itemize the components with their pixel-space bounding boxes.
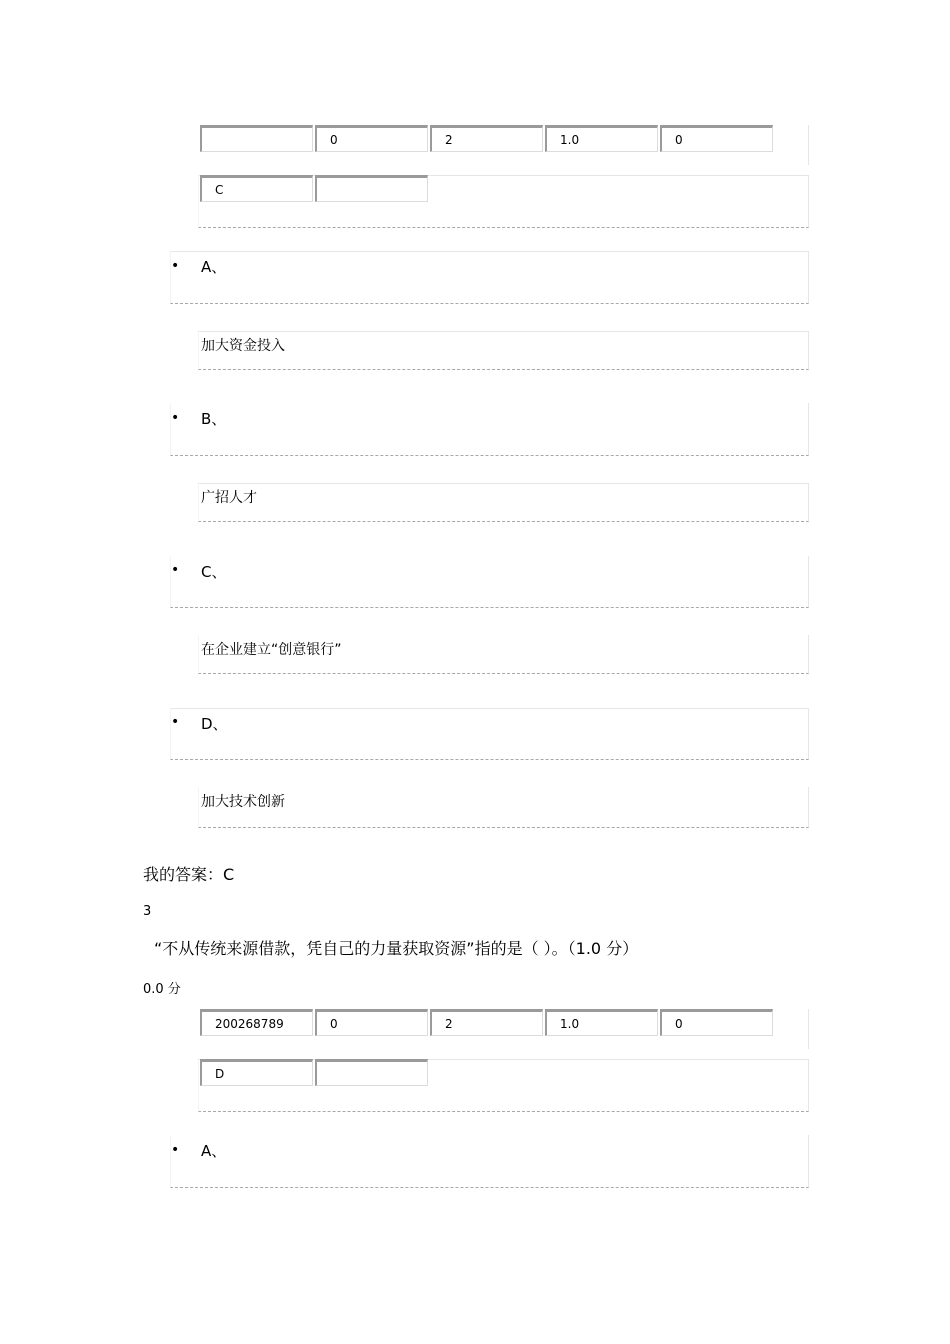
q2-option-a-row[interactable] (170, 251, 809, 304)
q3-option-a-row[interactable] (170, 1135, 809, 1188)
q2-answer-field[interactable]: C (200, 175, 313, 202)
q3-answer-field[interactable]: D (200, 1059, 313, 1086)
q2-option-a-label: A、 (201, 258, 227, 276)
q2-field-2[interactable]: 0 (315, 125, 428, 152)
q2-option-b-text: 广招人才 (201, 490, 257, 506)
my-answer: 我的答案：C (143, 865, 235, 884)
question-text: “不从传统来源借款，凭自己的力量获取资源”指的是（ ）。（1.0 分） (154, 939, 639, 958)
q3-field-3[interactable]: 2 (430, 1009, 543, 1036)
q2-option-c-row[interactable] (170, 556, 809, 608)
q2-option-d-label: D、 (201, 715, 228, 733)
q2-option-b-row[interactable] (170, 403, 809, 456)
q2-option-a-text: 加大资金投入 (201, 338, 285, 354)
q2-option-d-text: 加大技术创新 (201, 794, 285, 810)
q3-empty-field[interactable] (315, 1059, 428, 1086)
q2-option-b-label: B、 (201, 410, 227, 428)
q3-field-4[interactable]: 1.0 (545, 1009, 658, 1036)
q2-option-d-bullet: • (171, 714, 180, 730)
q3-field-1[interactable]: 200268789 (200, 1009, 313, 1036)
q2-field-4[interactable]: 1.0 (545, 125, 658, 152)
q3-option-a-label: A、 (201, 1142, 227, 1160)
question-score: 0.0 分 (143, 982, 181, 997)
q2-field-3[interactable]: 2 (430, 125, 543, 152)
q2-option-d-row[interactable] (170, 708, 809, 760)
q2-option-b-bullet: • (171, 410, 180, 426)
q2-option-a-bullet: • (171, 258, 180, 274)
q3-field-2[interactable]: 0 (315, 1009, 428, 1036)
q2-option-c-bullet: • (171, 562, 180, 578)
q2-field-5[interactable]: 0 (660, 125, 773, 152)
q3-option-a-bullet: • (171, 1142, 180, 1158)
question-number: 3 (143, 904, 152, 919)
q2-option-c-text: 在企业建立“创意银行” (201, 642, 342, 658)
q3-field-5[interactable]: 0 (660, 1009, 773, 1036)
q2-option-b-text-box (198, 483, 809, 522)
q2-option-a-text-box (198, 331, 809, 370)
q2-empty-field[interactable] (315, 175, 428, 202)
q2-field-1[interactable] (200, 125, 313, 152)
q2-option-d-text-box (198, 787, 809, 828)
q2-option-c-label: C、 (201, 563, 227, 581)
